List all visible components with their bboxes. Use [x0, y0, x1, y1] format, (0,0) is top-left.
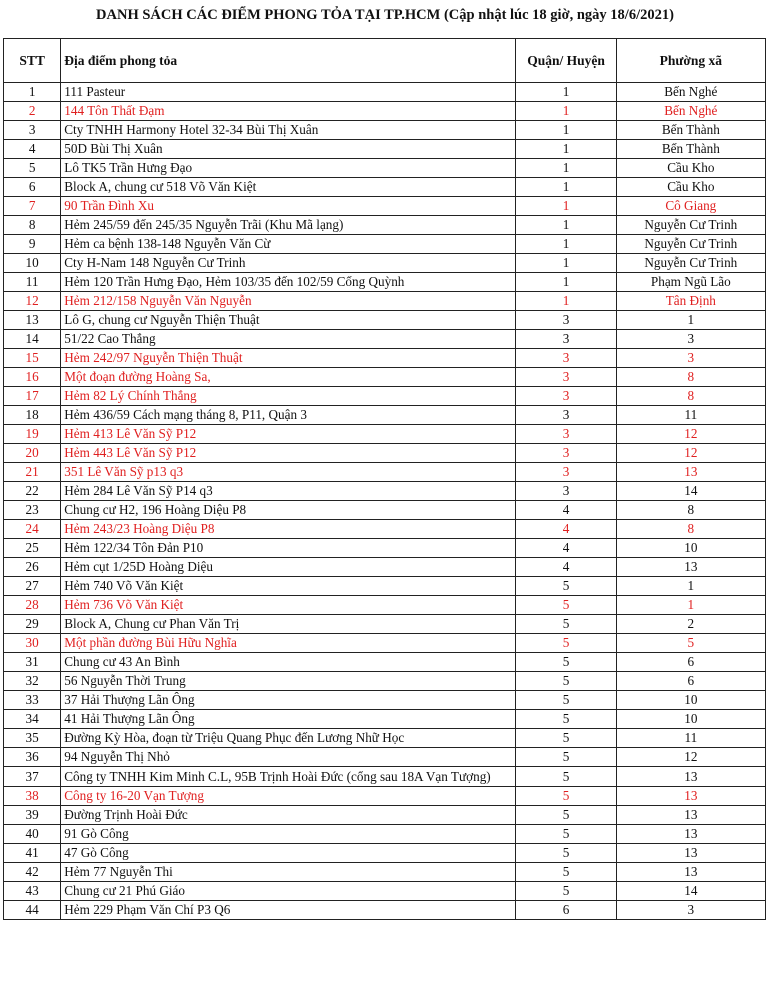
- table-row: [4, 596, 766, 615]
- cell-stt: 36: [4, 748, 61, 767]
- cell-place: Chung cư 21 Phú Giáo: [61, 882, 516, 901]
- cell-ward: 13: [616, 787, 765, 806]
- cell-ward: Cô Giang: [616, 197, 765, 216]
- header-ward: Phường xã: [616, 39, 765, 83]
- cell-ward: Bến Thành: [616, 121, 765, 140]
- cell-stt: 13: [4, 311, 61, 330]
- cell-district: 1: [516, 159, 616, 178]
- cell-place: Hẻm 736 Võ Văn Kiệt: [61, 596, 516, 615]
- cell-district: 1: [516, 292, 616, 311]
- table-row: [4, 729, 766, 748]
- table-row: [4, 311, 766, 330]
- cell-place: Đường Kỳ Hòa, đoạn từ Triệu Quang Phục đến Lương Nhữ Học: [61, 729, 516, 748]
- cell-ward: Phạm Ngũ Lão: [616, 273, 765, 292]
- cell-district: 6: [516, 901, 616, 920]
- cell-stt: 29: [4, 615, 61, 634]
- cell-district: 3: [516, 349, 616, 368]
- cell-district: 3: [516, 311, 616, 330]
- cell-place: 56 Nguyễn Thời Trung: [61, 672, 516, 691]
- cell-place: Cty H-Nam 148 Nguyễn Cư Trinh: [61, 254, 516, 273]
- cell-ward: Nguyễn Cư Trinh: [616, 216, 765, 235]
- cell-place: 91 Gò Công: [61, 825, 516, 844]
- table-row: [4, 159, 766, 178]
- cell-stt: 2: [4, 102, 61, 121]
- cell-stt: 27: [4, 577, 61, 596]
- table-row: [4, 748, 766, 767]
- cell-district: 3: [516, 482, 616, 501]
- cell-stt: 6: [4, 178, 61, 197]
- cell-district: 3: [516, 406, 616, 425]
- cell-ward: Bến Nghé: [616, 102, 765, 121]
- table-row: [4, 292, 766, 311]
- cell-ward: 2: [616, 615, 765, 634]
- cell-ward: 8: [616, 387, 765, 406]
- header-row: [4, 39, 766, 83]
- table-row: [4, 901, 766, 920]
- cell-stt: 28: [4, 596, 61, 615]
- cell-district: 1: [516, 254, 616, 273]
- cell-stt: 42: [4, 863, 61, 882]
- cell-stt: 18: [4, 406, 61, 425]
- cell-stt: 22: [4, 482, 61, 501]
- table-row: [4, 615, 766, 634]
- cell-ward: 10: [616, 539, 765, 558]
- cell-stt: 31: [4, 653, 61, 672]
- cell-ward: 13: [616, 863, 765, 882]
- cell-stt: 20: [4, 444, 61, 463]
- table-row: [4, 254, 766, 273]
- document-title: DANH SÁCH CÁC ĐIỂM PHONG TỎA TẠI TP.HCM (Cập nhật lúc 18 giờ, ngày 18/6/2021): [96, 7, 674, 23]
- cell-district: 3: [516, 444, 616, 463]
- table-header: [4, 39, 766, 83]
- cell-ward: 14: [616, 882, 765, 901]
- cell-place: Chung cư 43 An Bình: [61, 653, 516, 672]
- cell-ward: 10: [616, 710, 765, 729]
- cell-district: 4: [516, 539, 616, 558]
- cell-place: 144 Tôn Thất Đạm: [61, 102, 516, 121]
- cell-district: 5: [516, 882, 616, 901]
- cell-place: Hẻm cụt 1/25D Hoàng Diệu: [61, 558, 516, 577]
- cell-place: 51/22 Cao Thắng: [61, 330, 516, 349]
- cell-stt: 1: [4, 83, 61, 102]
- cell-stt: 34: [4, 710, 61, 729]
- table-row: [4, 197, 766, 216]
- cell-district: 5: [516, 844, 616, 863]
- table-row: [4, 235, 766, 254]
- cell-stt: 24: [4, 520, 61, 539]
- cell-ward: 13: [616, 844, 765, 863]
- table-row: [4, 330, 766, 349]
- header-stt: STT: [4, 39, 61, 83]
- cell-place: Hẻm 443 Lê Văn Sỹ P12: [61, 444, 516, 463]
- cell-place: Hẻm 120 Trần Hưng Đạo, Hẻm 103/35 đến 102/59 Cống Quỳnh: [61, 273, 516, 292]
- cell-ward: 3: [616, 330, 765, 349]
- cell-stt: 4: [4, 140, 61, 159]
- cell-ward: Cầu Kho: [616, 159, 765, 178]
- cell-stt: 35: [4, 729, 61, 748]
- cell-place: 47 Gò Công: [61, 844, 516, 863]
- cell-place: Hẻm 436/59 Cách mạng tháng 8, P11, Quận 3: [61, 406, 516, 425]
- cell-stt: 26: [4, 558, 61, 577]
- table-row: [4, 387, 766, 406]
- table-row: [4, 882, 766, 901]
- cell-stt: 16: [4, 368, 61, 387]
- table-row: [4, 121, 766, 140]
- cell-district: 1: [516, 140, 616, 159]
- cell-place: 37 Hải Thượng Lãn Ông: [61, 691, 516, 710]
- table-row: [4, 539, 766, 558]
- cell-ward: 14: [616, 482, 765, 501]
- cell-ward: 3: [616, 349, 765, 368]
- cell-district: 5: [516, 729, 616, 748]
- cell-place: 351 Lê Văn Sỹ p13 q3: [61, 463, 516, 482]
- cell-place: Hẻm 245/59 đến 245/35 Nguyễn Trãi (Khu Mã lạng): [61, 216, 516, 235]
- cell-district: 3: [516, 463, 616, 482]
- cell-stt: 8: [4, 216, 61, 235]
- table-row: [4, 844, 766, 863]
- cell-stt: 14: [4, 330, 61, 349]
- cell-district: 5: [516, 634, 616, 653]
- cell-ward: Nguyễn Cư Trinh: [616, 235, 765, 254]
- cell-district: 1: [516, 102, 616, 121]
- cell-district: 4: [516, 501, 616, 520]
- cell-place: Hẻm 243/23 Hoàng Diệu P8: [61, 520, 516, 539]
- table-row: [4, 634, 766, 653]
- cell-district: 1: [516, 216, 616, 235]
- cell-place: Đường Trịnh Hoài Đức: [61, 806, 516, 825]
- cell-district: 5: [516, 825, 616, 844]
- cell-ward: Cầu Kho: [616, 178, 765, 197]
- cell-district: 3: [516, 387, 616, 406]
- cell-district: 5: [516, 787, 616, 806]
- cell-stt: 44: [4, 901, 61, 920]
- cell-ward: Tân Định: [616, 292, 765, 311]
- cell-ward: 8: [616, 368, 765, 387]
- table-row: [4, 482, 766, 501]
- cell-ward: 12: [616, 425, 765, 444]
- cell-ward: 1: [616, 577, 765, 596]
- table-row: [4, 577, 766, 596]
- cell-place: Lô G, chung cư Nguyễn Thiện Thuật: [61, 311, 516, 330]
- cell-place: Hẻm 284 Lê Văn Sỹ P14 q3: [61, 482, 516, 501]
- cell-ward: 3: [616, 901, 765, 920]
- cell-stt: 21: [4, 463, 61, 482]
- table-body: [4, 83, 766, 920]
- cell-district: 1: [516, 273, 616, 292]
- cell-stt: 10: [4, 254, 61, 273]
- cell-ward: 13: [616, 767, 765, 787]
- cell-district: 1: [516, 197, 616, 216]
- cell-ward: 5: [616, 634, 765, 653]
- cell-district: 5: [516, 710, 616, 729]
- cell-place: 50D Bùi Thị Xuân: [61, 140, 516, 159]
- cell-ward: 1: [616, 311, 765, 330]
- cell-ward: 6: [616, 653, 765, 672]
- cell-stt: 25: [4, 539, 61, 558]
- cell-place: Công ty 16-20 Vạn Tượng: [61, 787, 516, 806]
- cell-place: Hẻm 229 Phạm Văn Chí P3 Q6: [61, 901, 516, 920]
- cell-ward: 12: [616, 444, 765, 463]
- cell-stt: 23: [4, 501, 61, 520]
- cell-place: Hẻm 122/34 Tôn Đản P10: [61, 539, 516, 558]
- cell-district: 4: [516, 520, 616, 539]
- cell-stt: 11: [4, 273, 61, 292]
- cell-stt: 38: [4, 787, 61, 806]
- cell-place: Hẻm 242/97 Nguyễn Thiện Thuật: [61, 349, 516, 368]
- cell-place: Cty TNHH Harmony Hotel 32-34 Bùi Thị Xuân: [61, 121, 516, 140]
- cell-stt: 15: [4, 349, 61, 368]
- cell-stt: 7: [4, 197, 61, 216]
- table-row: [4, 825, 766, 844]
- table-row: [4, 368, 766, 387]
- cell-district: 5: [516, 596, 616, 615]
- cell-stt: 12: [4, 292, 61, 311]
- table-row: [4, 520, 766, 539]
- table-row: [4, 501, 766, 520]
- cell-ward: 8: [616, 501, 765, 520]
- lockdown-table: [3, 38, 766, 920]
- cell-ward: 8: [616, 520, 765, 539]
- cell-stt: 17: [4, 387, 61, 406]
- table-row: [4, 273, 766, 292]
- cell-stt: 37: [4, 767, 61, 787]
- cell-stt: 39: [4, 806, 61, 825]
- cell-ward: 12: [616, 748, 765, 767]
- cell-stt: 32: [4, 672, 61, 691]
- cell-place: Lô TK5 Trần Hưng Đạo: [61, 159, 516, 178]
- cell-place: 94 Nguyễn Thị Nhỏ: [61, 748, 516, 767]
- cell-place: Hẻm 740 Võ Văn Kiệt: [61, 577, 516, 596]
- cell-district: 3: [516, 330, 616, 349]
- table-row: [4, 558, 766, 577]
- cell-stt: 9: [4, 235, 61, 254]
- cell-stt: 33: [4, 691, 61, 710]
- cell-ward: 13: [616, 825, 765, 844]
- table-row: [4, 349, 766, 368]
- cell-district: 5: [516, 653, 616, 672]
- cell-place: 111 Pasteur: [61, 83, 516, 102]
- cell-stt: 19: [4, 425, 61, 444]
- cell-place: Block A, Chung cư Phan Văn Trị: [61, 615, 516, 634]
- cell-ward: 6: [616, 672, 765, 691]
- table-row: [4, 691, 766, 710]
- cell-stt: 41: [4, 844, 61, 863]
- cell-ward: 11: [616, 729, 765, 748]
- cell-district: 5: [516, 691, 616, 710]
- table-row: [4, 863, 766, 882]
- cell-district: 5: [516, 767, 616, 787]
- table-row: [4, 710, 766, 729]
- cell-stt: 43: [4, 882, 61, 901]
- cell-ward: 13: [616, 558, 765, 577]
- cell-district: 1: [516, 83, 616, 102]
- cell-stt: 40: [4, 825, 61, 844]
- cell-ward: 13: [616, 806, 765, 825]
- table-row: [4, 444, 766, 463]
- cell-place: 41 Hải Thượng Lãn Ông: [61, 710, 516, 729]
- cell-district: 3: [516, 368, 616, 387]
- cell-ward: Bến Nghé: [616, 83, 765, 102]
- cell-stt: 30: [4, 634, 61, 653]
- table-row: [4, 406, 766, 425]
- header-district: Quận/ Huyện: [516, 39, 616, 83]
- cell-ward: Bến Thành: [616, 140, 765, 159]
- cell-place: Hẻm 212/158 Nguyễn Văn Nguyễn: [61, 292, 516, 311]
- cell-place: Hẻm 413 Lê Văn Sỹ P12: [61, 425, 516, 444]
- table-row: [4, 672, 766, 691]
- table-row: [4, 83, 766, 102]
- cell-place: Hẻm 77 Nguyễn Thi: [61, 863, 516, 882]
- table-row: [4, 653, 766, 672]
- cell-district: 1: [516, 178, 616, 197]
- cell-ward: 13: [616, 463, 765, 482]
- cell-place: Block A, chung cư 518 Võ Văn Kiệt: [61, 178, 516, 197]
- cell-ward: 11: [616, 406, 765, 425]
- table-row: [4, 425, 766, 444]
- cell-district: 5: [516, 748, 616, 767]
- cell-stt: 5: [4, 159, 61, 178]
- cell-place: 90 Trần Đình Xu: [61, 197, 516, 216]
- table-row: [4, 178, 766, 197]
- cell-place: Một phần đường Bùi Hữu Nghĩa: [61, 634, 516, 653]
- cell-district: 5: [516, 615, 616, 634]
- cell-district: 5: [516, 863, 616, 882]
- cell-place: Hẻm 82 Lý Chính Thắng: [61, 387, 516, 406]
- table-row: [4, 463, 766, 482]
- cell-ward: 10: [616, 691, 765, 710]
- cell-district: 1: [516, 235, 616, 254]
- cell-district: 5: [516, 577, 616, 596]
- cell-district: 5: [516, 806, 616, 825]
- cell-place: Một đoạn đường Hoàng Sa,: [61, 368, 516, 387]
- cell-district: 3: [516, 425, 616, 444]
- cell-stt: 3: [4, 121, 61, 140]
- table-row: [4, 140, 766, 159]
- header-place: Địa điểm phong tỏa: [61, 39, 516, 83]
- cell-ward: Nguyễn Cư Trinh: [616, 254, 765, 273]
- table-row: [4, 806, 766, 825]
- table-row: [4, 767, 766, 787]
- cell-place: Hẻm ca bệnh 138-148 Nguyễn Văn Cừ: [61, 235, 516, 254]
- cell-ward: 1: [616, 596, 765, 615]
- cell-district: 5: [516, 672, 616, 691]
- table-row: [4, 216, 766, 235]
- table-row: [4, 787, 766, 806]
- cell-district: 1: [516, 121, 616, 140]
- cell-place: Công ty TNHH Kim Minh C.L, 95B Trịnh Hoài Đức (cổng sau 18A Vạn Tượng): [61, 767, 516, 787]
- cell-place: Chung cư H2, 196 Hoàng Diệu P8: [61, 501, 516, 520]
- table-row: [4, 102, 766, 121]
- cell-district: 4: [516, 558, 616, 577]
